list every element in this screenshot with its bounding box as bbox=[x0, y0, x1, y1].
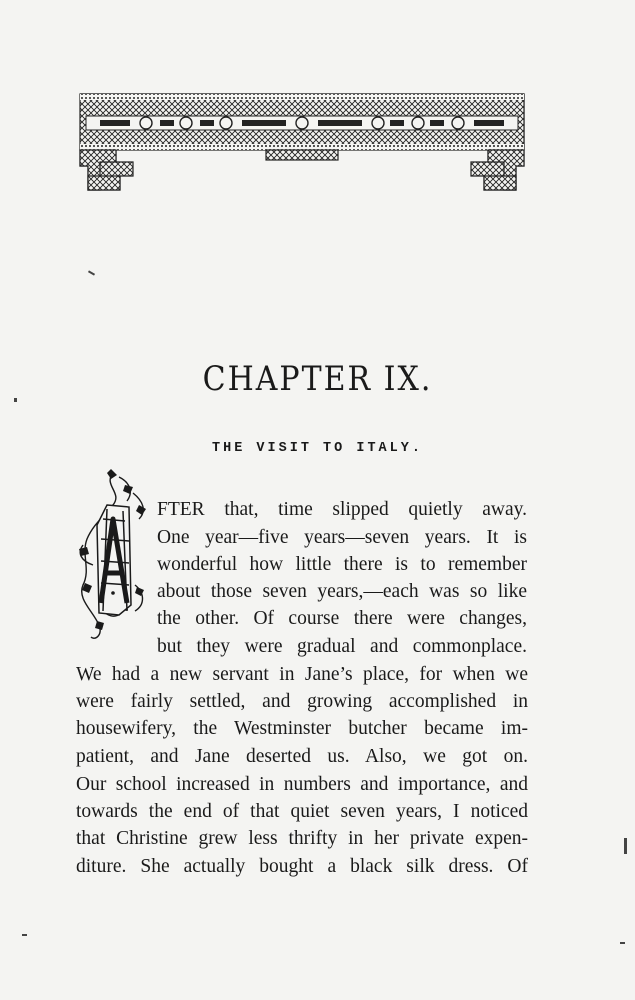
chapter-title: CHAPTER IX. bbox=[202, 359, 433, 400]
body-line: housewifery, the Westminster butcher became im- bbox=[76, 718, 528, 739]
body-line: but they were gradual and commonplace. bbox=[157, 636, 527, 657]
body-line: the other. Of course there were changes, bbox=[157, 608, 527, 629]
body-line: were fairly settled, and growing accomplished in bbox=[76, 691, 528, 712]
dropcap-icon bbox=[73, 465, 157, 643]
chapter-subtitle: THE VISIT TO ITALY. bbox=[212, 441, 423, 456]
body-line: FTER that, time slipped quietly away. bbox=[157, 499, 527, 520]
scan-speck bbox=[14, 398, 17, 402]
body-line: patient, and Jane deserted us. Also, we got on. bbox=[76, 746, 528, 767]
body-line: wonderful how little there is to remember bbox=[157, 554, 527, 575]
body-line: We had a new servant in Jane’s place, for when we bbox=[76, 664, 528, 685]
body-line: diture. She actually bought a black silk dress. Of bbox=[76, 856, 528, 877]
scan-speck bbox=[624, 838, 627, 854]
ornamental-headpiece-icon bbox=[76, 92, 528, 194]
body-line: about those seven years,—each was so like bbox=[157, 581, 527, 602]
scan-speck bbox=[22, 934, 27, 936]
scan-speck bbox=[88, 270, 95, 275]
body-line: One year—five years—seven years. It is bbox=[157, 527, 527, 548]
body-line: towards the end of that quiet seven years, I noticed bbox=[76, 801, 528, 822]
body-line: Our school increased in numbers and importance, and bbox=[76, 774, 528, 795]
body-line: that Christine grew less thrifty in her private expen- bbox=[76, 828, 528, 849]
scan-speck bbox=[620, 942, 625, 944]
